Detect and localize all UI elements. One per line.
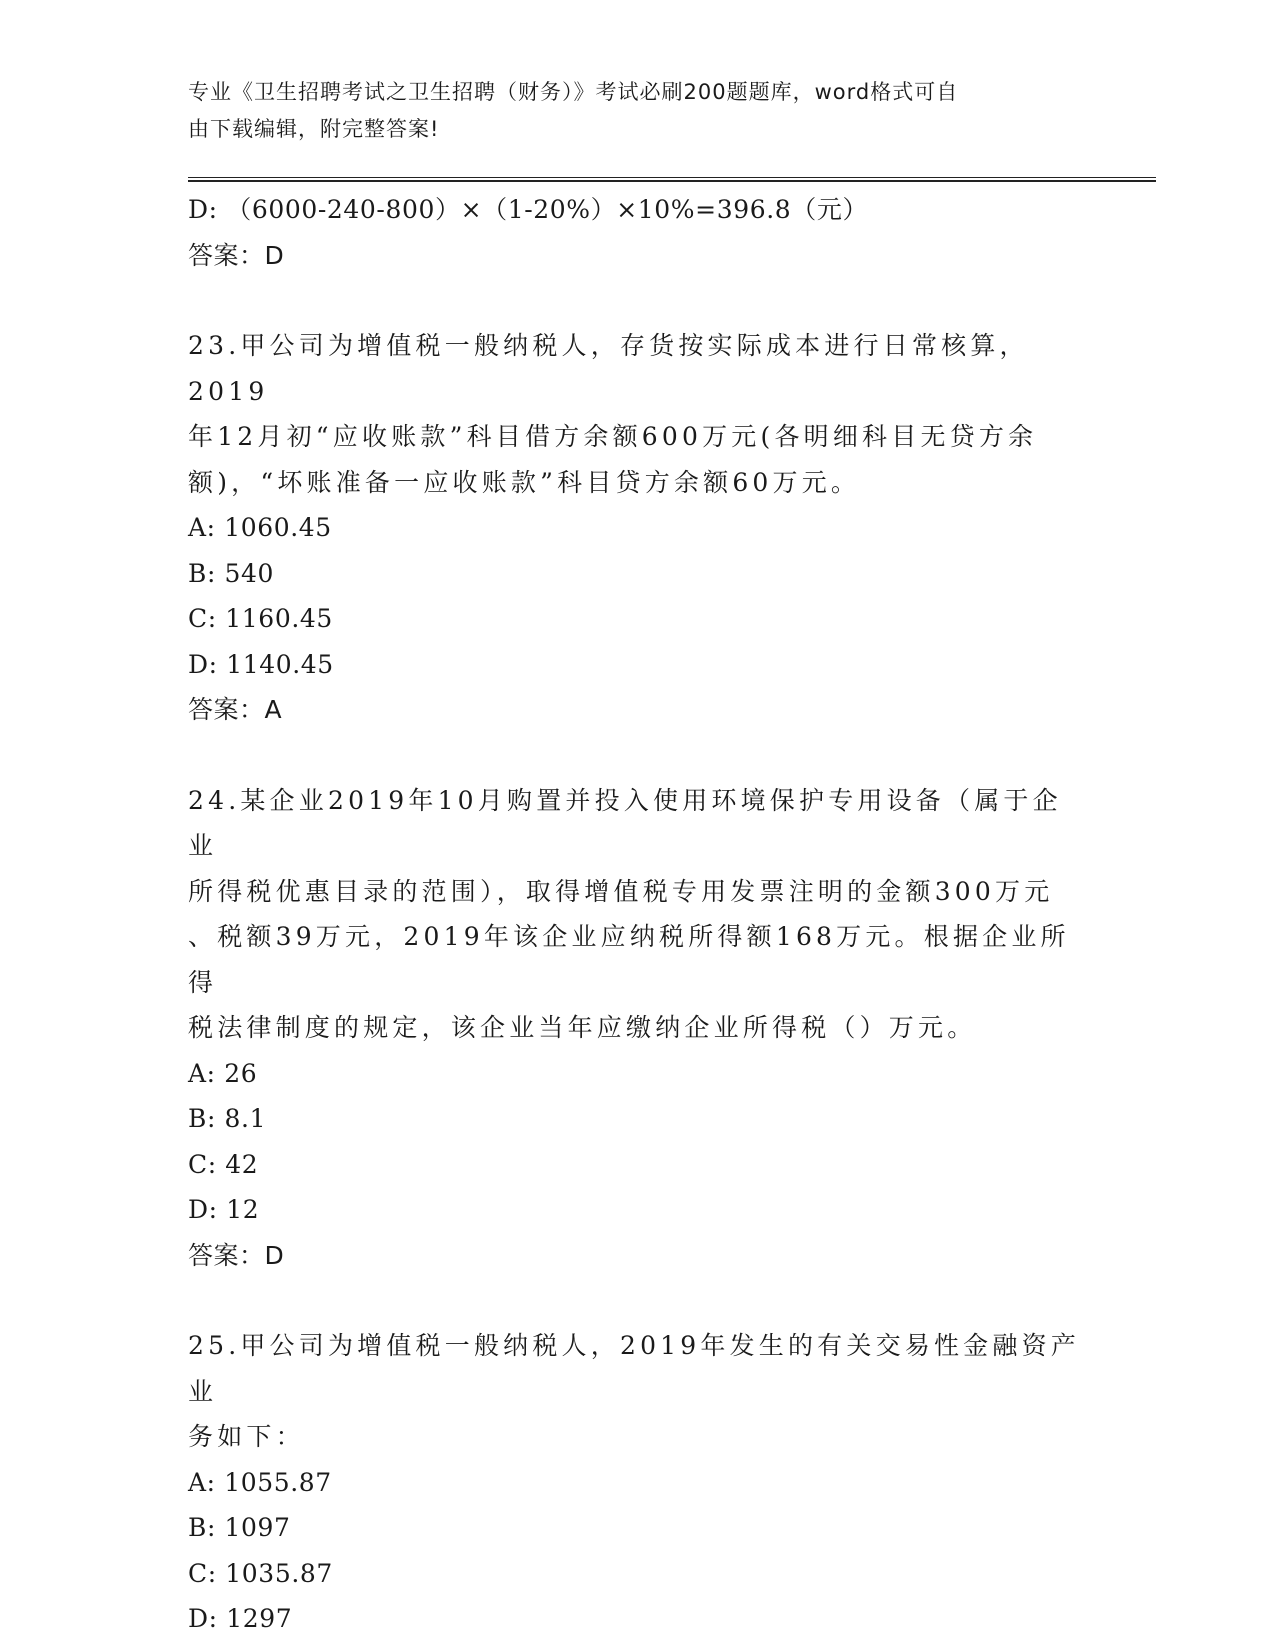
question-stem-line: 税法律制度的规定，该企业当年应缴纳企业所得税（）万元。 — [188, 1013, 977, 1042]
header-divider-thick — [188, 180, 1156, 182]
option-b: B: 8.1 — [188, 1104, 267, 1133]
question-stem-line: 所得税优惠目录的范围），取得增值税专用发票注明的金额300万元 — [188, 876, 1054, 906]
answer: 答案：A — [188, 695, 283, 724]
answer: 答案：D — [188, 1240, 285, 1270]
option-a: A: 1055.87 — [188, 1467, 332, 1497]
option-b: B: 540 — [188, 558, 275, 588]
question-stem-line: 年12月初“应收账款”科目借方余额600万元(各明细科目无贷方余 — [188, 422, 1038, 451]
question-stem-line: 24.某企业2019年10月购置并投入使用环境保护专用设备（属于企业 — [188, 785, 1062, 860]
prev-option-d: D: （6000-240-800）×（1-20%）×10%=396.8（元） — [188, 195, 869, 224]
spacer — [188, 1278, 1088, 1323]
option-d: D: 1140.45 — [188, 649, 334, 679]
option-a: A: 1060.45 — [188, 513, 332, 542]
question-stem-line: 务如下： — [188, 1422, 305, 1451]
prev-answer: 答案：D — [188, 240, 285, 270]
question-stem-line: 额)，“坏账准备一应收账款”科目贷方余额60万元。 — [188, 467, 861, 497]
header-line-2: 由下载编辑，附完整答案! — [188, 117, 440, 141]
option-c: C: 1035.87 — [188, 1558, 333, 1588]
option-b: B: 1097 — [188, 1513, 291, 1542]
document-body — [188, 187, 1088, 1642]
header-divider-thin — [188, 177, 1156, 178]
question-24 — [188, 778, 1088, 1279]
option-c: C: 1160.45 — [188, 604, 333, 633]
option-a: A: 26 — [188, 1058, 258, 1088]
option-d: D: 1297 — [188, 1604, 293, 1633]
spacer — [188, 733, 1088, 778]
question-23 — [188, 323, 1088, 733]
question-stem-line: 23.甲公司为增值税一般纳税人，存货按实际成本进行日常核算，2019 — [188, 331, 1029, 406]
question-25 — [188, 1323, 1088, 1642]
document-header — [188, 74, 1068, 148]
option-c: C: 42 — [188, 1149, 259, 1179]
question-stem-line: 25.甲公司为增值税一般纳税人，2019年发生的有关交易性金融资产业 — [188, 1331, 1080, 1406]
spacer — [188, 278, 1088, 323]
option-d: D: 12 — [188, 1195, 260, 1224]
header-line-1: 专业《卫生招聘考试之卫生招聘（财务）》考试必刷200题题库，word格式可自 — [188, 80, 959, 104]
question-stem-line: 、税额39万元，2019年该企业应纳税所得额168万元。根据企业所得 — [188, 922, 1070, 997]
